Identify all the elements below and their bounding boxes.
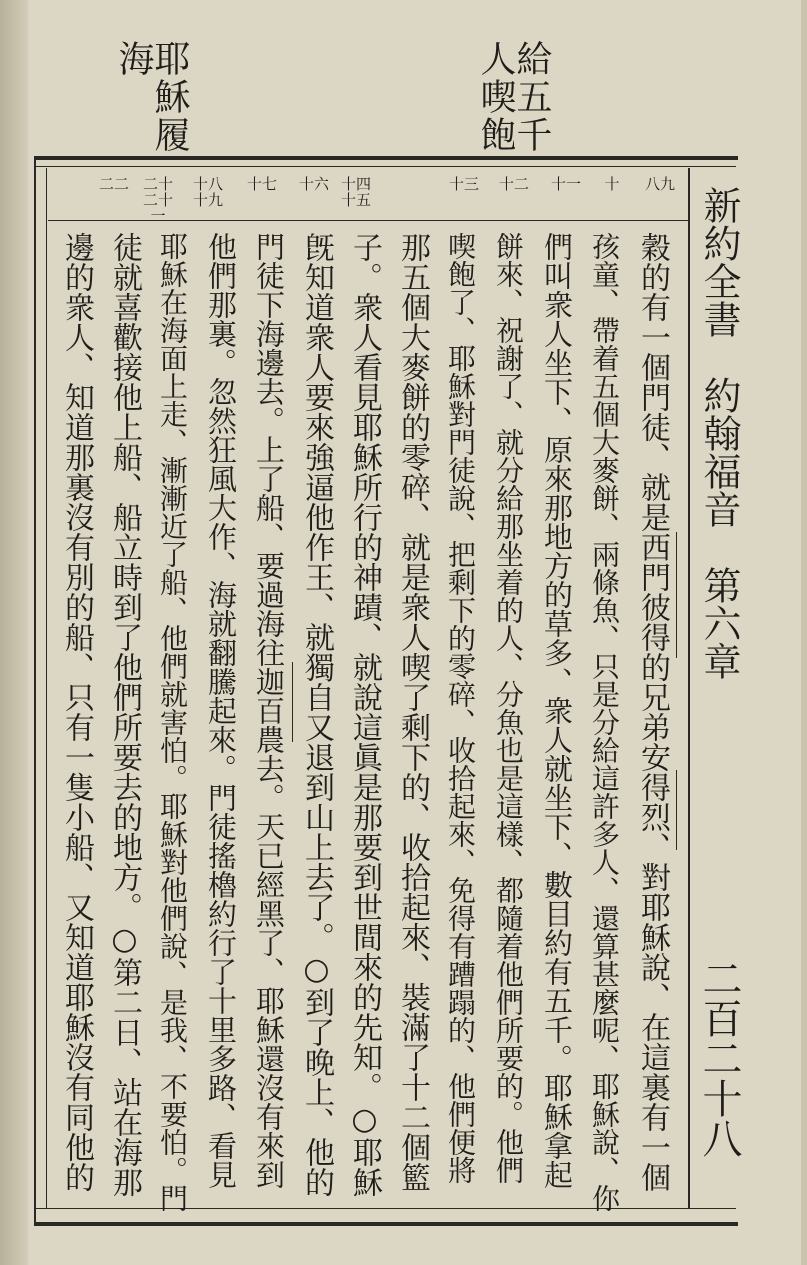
margin-heading-jesus-walks: 耶穌履: [149, 40, 190, 154]
verse-ref: 八九: [644, 175, 675, 193]
text-column-2: 孩童、帶着五個大麥餅、兩條魚、只是分給這許多人、還算甚麼呢、耶穌說、你: [588, 232, 621, 1212]
text-column-1: 穀的有一個門徒、就是西門彼得的兄弟安得烈、對耶穌說、在這裏有一個: [635, 232, 670, 1192]
verse-ref: 十三: [448, 175, 479, 193]
name-marker-bar: [676, 532, 677, 658]
text-column-8: 旣知道衆人要來強逼他作王、就獨自又退到山上去了。○到了晚上、他的: [299, 232, 334, 1197]
name-marker-bar: [292, 662, 293, 742]
margin-heading-sea: 海: [113, 40, 154, 78]
left-inner-rule: [46, 168, 47, 1208]
text-column-6: 那五個大麥餅的零碎、就是衆人喫了剩下的、收拾起來、裝滿了十二個籃: [395, 232, 430, 1192]
verse-ref: 十六: [298, 175, 329, 193]
verse-ref: 二十二十一: [142, 175, 173, 225]
verse-ref: 十八十九: [192, 175, 223, 209]
page-edge: [801, 0, 807, 1265]
verse-ref: 十四十五: [340, 175, 371, 209]
text-column-3: 們叫衆人坐下、原來那地方的草多、衆人就坐下、數目約有五千。耶穌拿起: [540, 232, 574, 1189]
text-column-7: 子。衆人看見耶穌所行的神蹟、就說這眞是那要到世間來的先知。○耶穌: [347, 232, 382, 1197]
name-marker-bar: [676, 770, 677, 850]
running-head-title: 新約全書 約翰福音 第六章: [697, 186, 741, 680]
text-column-10: 他們那裏。忽然狂風大作、海就翻騰起來。門徒搖櫓約行了十里多路、看見: [204, 232, 238, 1189]
text-column-11: 耶穌在海面上走、漸漸近了船、他們就害怕。耶穌對他們說、是我、不要怕。門: [156, 232, 189, 1212]
verse-ref: 十二: [498, 175, 529, 193]
text-column-13: 邊的衆人、知道那裏沒有別的船、只有一隻小船、又知道耶穌沒有同他的: [59, 232, 94, 1192]
verse-ref: 二二: [98, 175, 129, 193]
running-head-rule: [688, 168, 690, 1208]
text-column-12: 徒就喜歡接他上船、船立時到了他們所要去的地方。○第二日、站在海那: [107, 232, 142, 1197]
verse-ref: 十一: [550, 175, 581, 193]
frame-inner-top-rule: [34, 166, 736, 167]
frame-inner-bottom-rule: [34, 1208, 736, 1209]
book-spine-shadow: [0, 0, 28, 1265]
margin-heading-people-fed: 人喫飽: [475, 40, 516, 154]
text-column-9: 門徒下海邊去。上了船、要過海往迦百農去。天已經黑了、耶穌還沒有來到: [252, 232, 286, 1189]
verse-ref: 十: [604, 175, 620, 193]
text-column-4: 餅來、祝謝了、就分給那坐着的人、分魚也是這樣、都隨着他們所要的。他們: [492, 232, 525, 1184]
margin-heading-feed-five-thousand: 給五千: [511, 40, 552, 154]
page-number: 二百二十八: [696, 958, 742, 1158]
text-column-5: 喫飽了、耶穌對門徒說、把剩下的零碎、收拾起來、免得有蹧蹋的、他們便將: [444, 232, 477, 1184]
verse-ref: 十七: [246, 175, 277, 193]
